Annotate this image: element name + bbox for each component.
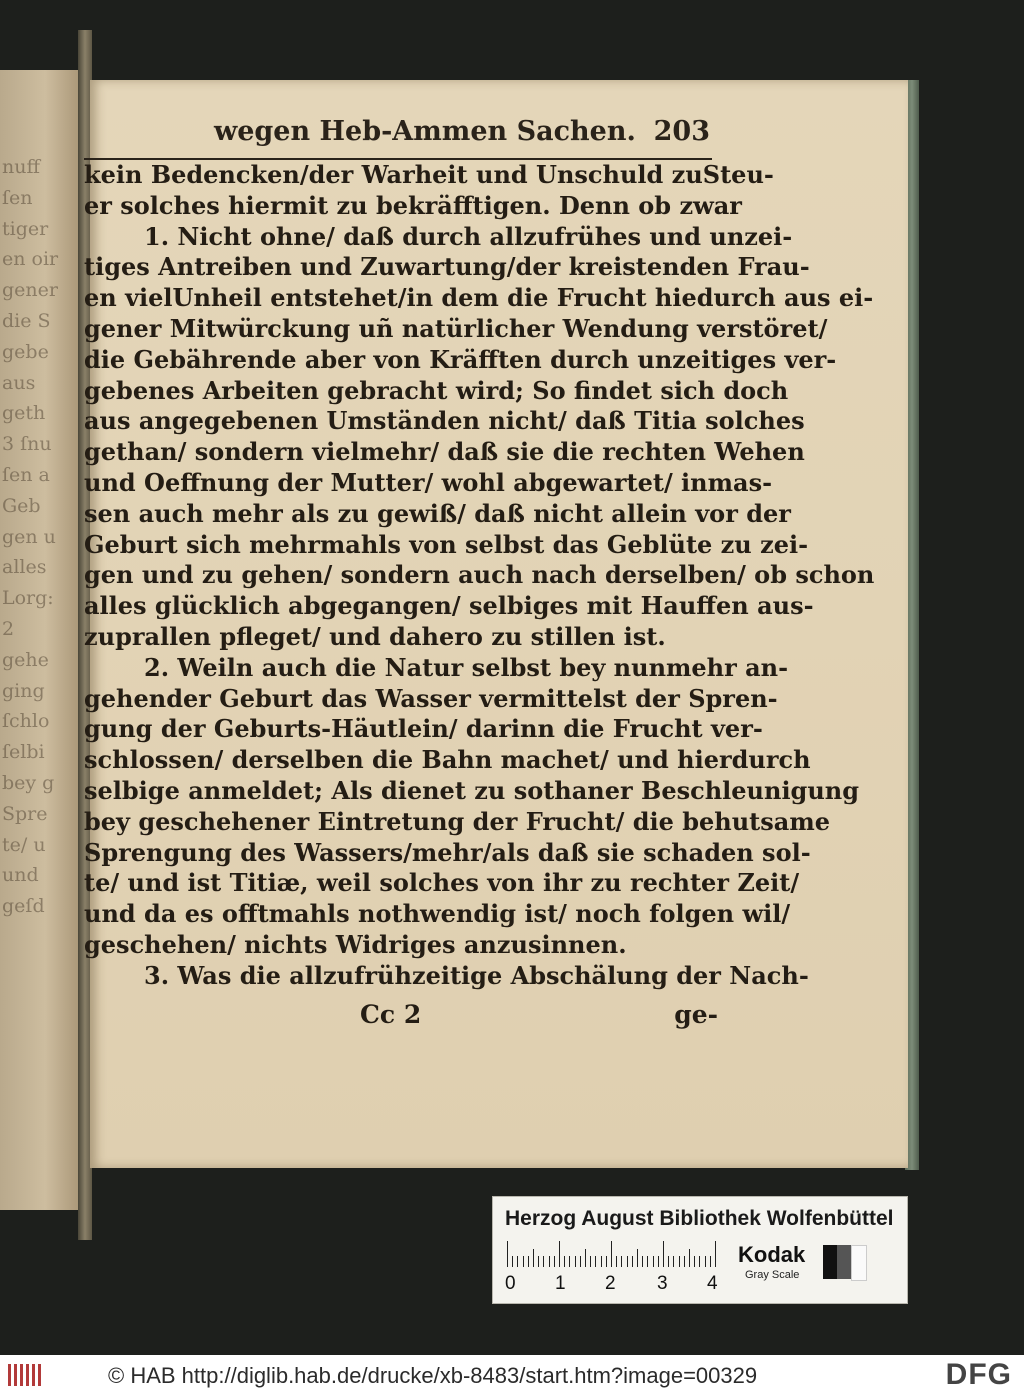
- text-line: gethan/ sondern vielmehr/ daß sie die rechten Wehen: [84, 437, 805, 467]
- scale-tick: [715, 1241, 716, 1267]
- scale-tick: [554, 1256, 555, 1267]
- text-line: gung der Geburts-Häutlein/ darinn die Frucht ver-: [84, 714, 763, 744]
- gray-swatch-white: [851, 1245, 867, 1281]
- text-line: gebenes Arbeiten gebracht wird; So findet sich doch: [84, 375, 789, 405]
- running-header: [214, 116, 710, 154]
- scale-tick: [658, 1256, 659, 1267]
- page-number: 203: [653, 116, 710, 147]
- text-line: geschehen/ nichts Widriges anzusinnen.: [84, 929, 627, 959]
- adjacent-page-fragment: en oir: [2, 248, 59, 271]
- adjacent-page-fragment: ging: [2, 679, 45, 702]
- scale-number: 0: [505, 1273, 516, 1294]
- scale-tick: [601, 1256, 602, 1267]
- scale-tick: [663, 1241, 664, 1267]
- adjacent-page-fragment: tiger: [2, 217, 49, 240]
- text-line: 2. Weiln auch die Natur selbst bey nunmehr an-: [144, 652, 789, 682]
- scale-tick: [699, 1256, 700, 1267]
- scale-tick: [689, 1249, 690, 1267]
- scale-tick: [710, 1256, 711, 1267]
- scale-tick: [538, 1256, 539, 1267]
- scale-tick: [580, 1256, 581, 1267]
- scale-tick: [632, 1256, 633, 1267]
- scale-tick: [543, 1256, 544, 1267]
- text-line: gener Mitwürckung uñ natürlicher Wendung verstöret/: [84, 313, 828, 343]
- scale-tick: [606, 1256, 607, 1267]
- scale-tick: [637, 1249, 638, 1267]
- scale-number: 4: [707, 1273, 718, 1294]
- adjacent-page-fragment: gehe: [2, 648, 49, 671]
- adjacent-page-fragment: und: [2, 864, 39, 887]
- text-line: schlossen/ derselben die Bahn machet/ und hierdurch: [84, 745, 811, 775]
- text-line: bey geschehener Eintretung der Frucht/ die behutsame: [84, 806, 830, 836]
- adjacent-page-fragment: Geb: [2, 494, 41, 517]
- scale-tick: [549, 1256, 550, 1267]
- scale-tick: [684, 1256, 685, 1267]
- scale-tick: [616, 1256, 617, 1267]
- scale-number: 1: [555, 1273, 566, 1294]
- gray-swatch-black: [823, 1245, 837, 1279]
- adjacent-page-fragment: Spre: [2, 802, 48, 825]
- adjacent-page-fragment: die S: [2, 310, 51, 332]
- adjacent-page-fragment: te/ u: [2, 833, 46, 856]
- text-line: te/ und ist Titiæ, weil solches von ihr zu rechter Zeit/: [84, 868, 800, 898]
- text-line: 1. Nicht ohne/ daß durch allzufrühes und unzei-: [144, 221, 793, 251]
- scale-tick: [507, 1241, 508, 1267]
- adjacent-page-fragment: ſen a: [2, 464, 50, 486]
- scale-tick: [705, 1256, 706, 1267]
- text-line: en vielUnheil entstehet/in dem die Frucht hiedurch aus ei-: [84, 283, 874, 313]
- text-line: selbige anmeldet; Als dienet zu sothaner Beschleunigung: [84, 775, 860, 805]
- scale-tick: [517, 1256, 518, 1267]
- adjacent-page-fragment: Lorg:: [2, 587, 54, 610]
- scale-number: 3: [657, 1273, 668, 1294]
- color-calibration-card: [492, 1196, 908, 1304]
- scale-tick: [668, 1256, 669, 1267]
- scale-tick: [627, 1256, 628, 1267]
- adjacent-page-fragment: bey g: [2, 772, 55, 794]
- adjacent-page-fragment: alles: [2, 556, 47, 579]
- signature-mark: Cc 2: [360, 1000, 422, 1029]
- text-line: Sprengung des Wassers/mehr/als daß sie schaden sol-: [84, 837, 811, 867]
- text-line: alles glücklich abgegangen/ selbiges mit Hauffen aus-: [84, 591, 814, 621]
- text-line: gehender Geburt das Wasser vermittelst der Spren-: [84, 683, 778, 713]
- dfg-logo: DFG: [945, 1358, 1012, 1391]
- adjacent-page-fragment: ſen: [2, 186, 33, 209]
- adjacent-page-fragment: ſelbi: [2, 741, 45, 764]
- scale-tick: [611, 1241, 612, 1267]
- viewer-credit-bar: [0, 1355, 1024, 1397]
- scale-tick: [523, 1256, 524, 1267]
- scale-tick: [528, 1256, 529, 1267]
- scale-tick: [653, 1256, 654, 1267]
- text-line: sen auch mehr als zu gewiß/ daß nicht allein vor der: [84, 498, 791, 528]
- library-name: Herzog August Bibliothek Wolfenbüttel: [505, 1207, 894, 1230]
- scale-tick: [647, 1256, 648, 1267]
- scale-tick: [642, 1256, 643, 1267]
- text-line: aus angegebenen Umständen nicht/ daß Titia solches: [84, 406, 805, 436]
- scale-tick: [590, 1256, 591, 1267]
- text-line: gen und zu gehen/ sondern auch nach derselben/ ob schon: [84, 560, 875, 590]
- adjacent-page-fragment: gebe: [2, 340, 49, 363]
- measurement-scale: [507, 1241, 721, 1267]
- kodak-logo: Kodak: [738, 1242, 806, 1267]
- text-line: zuprallen pfleget/ und dahero zu stillen ist.: [84, 621, 666, 651]
- text-line: und da es offtmahls nothwendig ist/ noch folgen wil/: [84, 899, 791, 929]
- running-title: wegen Heb-Ammen Sachen.: [214, 116, 636, 147]
- scale-tick: [533, 1249, 534, 1267]
- adjacent-page-fragment: aus: [2, 371, 36, 394]
- scale-tick: [595, 1256, 596, 1267]
- body-text: [84, 160, 875, 992]
- adjacent-page-fragment: gen u: [2, 525, 56, 548]
- text-line: 3. Was die allzufrühzeitige Abschälung der Nach-: [144, 960, 809, 990]
- scale-tick: [694, 1256, 695, 1267]
- adjacent-page-fragment: 3 ſnu: [2, 433, 52, 456]
- scale-tick: [673, 1256, 674, 1267]
- scale-tick: [559, 1241, 560, 1267]
- page-footer: [360, 1000, 718, 1034]
- scale-tick: [585, 1249, 586, 1267]
- text-line: und Oeffnung der Mutter/ wohl abgewartet/ inmas-: [84, 467, 773, 497]
- text-line: Geburt sich mehrmahls von selbst das Geblüte zu zei-: [84, 529, 809, 559]
- adjacent-page-fragment: 2: [2, 618, 15, 640]
- copyright-url[interactable]: © HAB http://diglib.hab.de/drucke/xb-8483/start.htm?image=00329: [108, 1363, 758, 1388]
- catchword: ge-: [674, 1000, 718, 1029]
- adjacent-page-fragment: geth: [2, 402, 46, 425]
- scale-tick: [575, 1256, 576, 1267]
- gray-swatch-dark: [837, 1245, 851, 1279]
- scale-tick: [621, 1256, 622, 1267]
- scale-tick: [569, 1256, 570, 1267]
- adjacent-page-fragment: nuff: [2, 156, 40, 178]
- scale-number: 2: [605, 1273, 616, 1294]
- gray-scale-label: Gray Scale: [745, 1269, 800, 1281]
- adjacent-page-edge: [0, 70, 82, 1210]
- text-line: die Gebährende aber von Kräfften durch unzeitiges ver-: [84, 344, 837, 374]
- text-line: tiges Antreiben und Zuwartung/der kreistenden Frau-: [84, 252, 810, 282]
- adjacent-page-fragment: gener: [2, 279, 58, 302]
- hab-logo-icon: [6, 1360, 46, 1390]
- adjacent-page-fragment: geſd: [2, 895, 45, 918]
- text-line: er solches hiermit zu bekräfftigen. Denn ob zwar: [84, 190, 742, 220]
- adjacent-page-fragment: ſchlo: [2, 710, 50, 733]
- scale-tick: [679, 1256, 680, 1267]
- scale-tick: [512, 1256, 513, 1267]
- scale-tick: [564, 1256, 565, 1267]
- text-line: kein Bedencken/der Warheit und Unschuld zuSteu-: [84, 160, 774, 189]
